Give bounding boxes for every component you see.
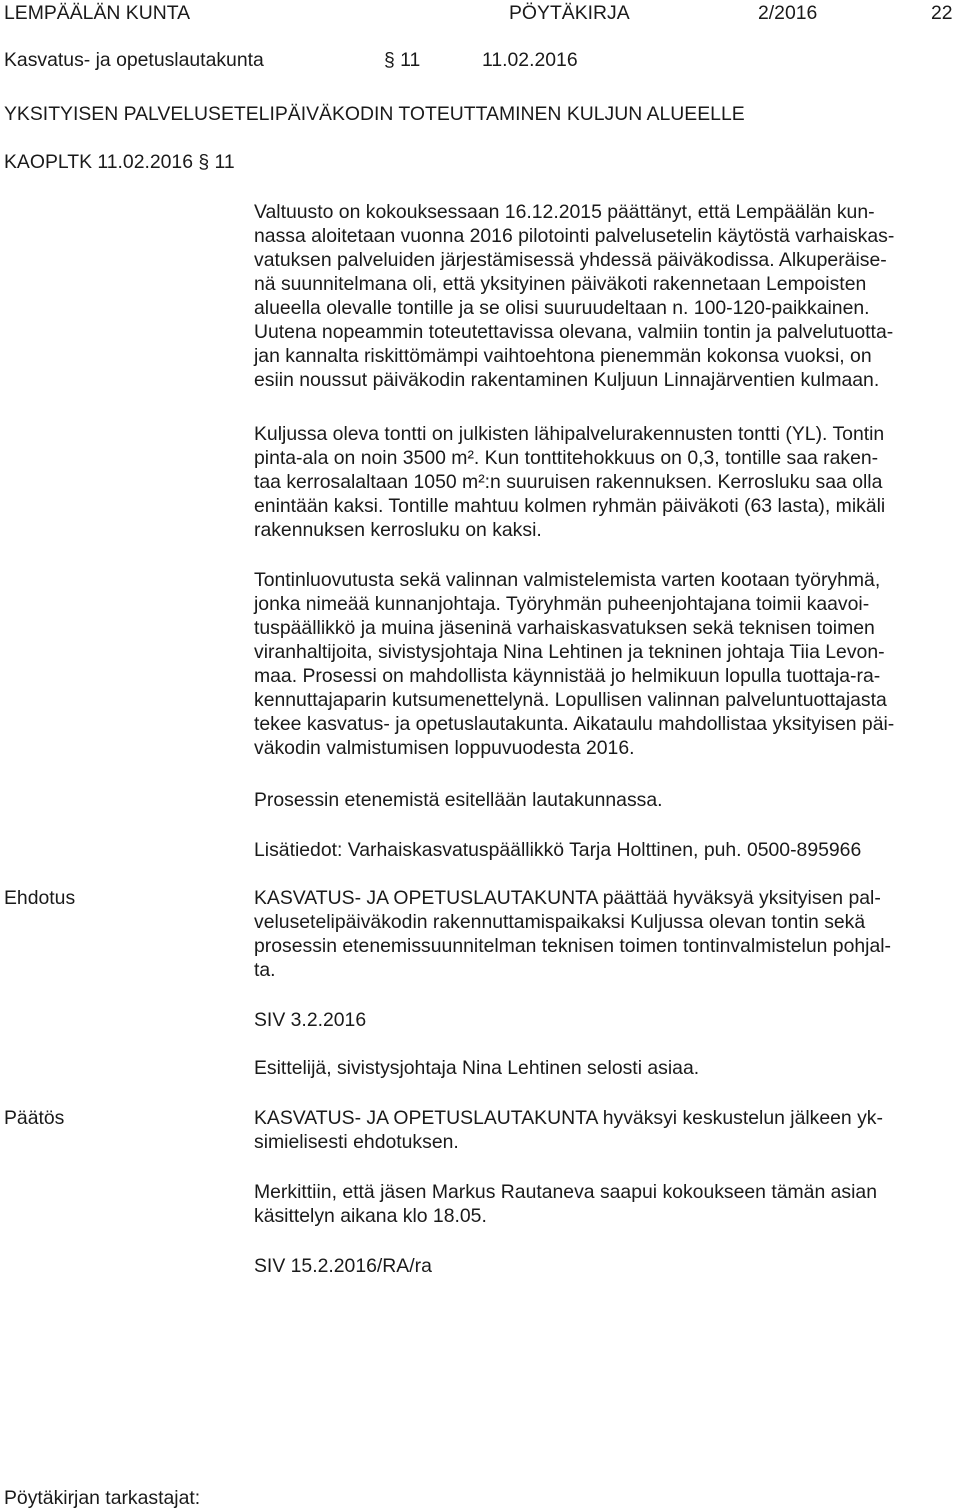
text-line: jonka nimeää kunnanjohtaja. Työryhmän puheenjohtajana toimii kaavoi- <box>254 593 870 615</box>
text-line: simielisesti ehdotuksen. <box>254 1131 459 1153</box>
text-line: Merkittiin, että jäsen Markus Rautaneva saapui kokoukseen tämän asian <box>254 1181 877 1203</box>
text-line: esiin noussut päiväkodin rakentaminen Kuljuun Linnajärventien kulmaan. <box>254 369 880 391</box>
section-number: § 11 <box>384 49 421 71</box>
text-line: rakennuksen kerrosluku on kaksi. <box>254 519 542 541</box>
meeting-date: 11.02.2016 <box>482 49 578 71</box>
text-line: taa kerrosalaltaan 1050 m²:n suuruisen rakennuksen. Kerrosluku saa olla <box>254 471 883 493</box>
paragraph-process: Prosessin etenemistä esitellään lautakunnassa. <box>254 789 663 811</box>
text-line: alueella olevalle tontille ja se olisi suuruudeltaan n. 100-120-paikkainen. <box>254 297 870 319</box>
text-line: velusetelipäiväkodin rakennuttamispaikaksi Kuljussa olevan tontin sekä <box>254 911 866 933</box>
text-line: prosessin etenemissuunnitelman teknisen toimen tontinvalmistelun pohjal- <box>254 935 892 957</box>
text-line: enintään kaksi. Tontille mahtuu kolmen ryhmän päiväkoti (63 lasta), mikäli <box>254 495 886 517</box>
text-line: Valtuusto on kokouksessaan 16.12.2015 päättänyt, että Lempäälän kun- <box>254 201 875 223</box>
proposal-signature: SIV 3.2.2016 <box>254 1009 367 1031</box>
text-line: pinta-ala on noin 3500 m². Kun tonttitehokkuus on 0,3, tontille saa raken- <box>254 447 879 469</box>
reference-line: KAOPLTK 11.02.2016 § 11 <box>4 151 235 173</box>
text-line: tuspäällikkö ja muina jäseninä varhaiskasvatuksen sekä teknisen toimen <box>254 617 875 639</box>
municipality-name: LEMPÄÄLÄN KUNTA <box>4 2 191 24</box>
document-type: PÖYTÄKIRJA <box>509 2 630 24</box>
text-line: maa. Prosessi on mahdollista käynnistää jo helmikuun lopulla tuottaja-ra- <box>254 665 881 687</box>
board-name: Kasvatus- ja opetuslautakunta <box>4 49 264 71</box>
proposal-label: Ehdotus <box>4 887 76 909</box>
text-line: väkodin valmistumisen loppuvuodesta 2016. <box>254 737 635 759</box>
reviewers-label: Pöytäkirjan tarkastajat: <box>4 1487 201 1509</box>
text-line: nä suunnitelmana oli, että yksityinen päiväkoti rakennetaan Lempoisten <box>254 273 867 295</box>
presenter-note: Esittelijä, sivistysjohtaja Nina Lehtinen selosti asiaa. <box>254 1057 700 1079</box>
text-line: Tontinluovutusta sekä valinnan valmistelemista varten kootaan työryhmä, <box>254 569 881 591</box>
text-line: Uutena nopeammin toteutettavissa olevana, valmiin tontin ja palvelutuotta- <box>254 321 894 343</box>
decision-label: Päätös <box>4 1107 65 1129</box>
paragraph-contact: Lisätiedot: Varhaiskasvatuspäällikkö Tarja Holttinen, puh. 0500-895966 <box>254 839 862 861</box>
page-title: YKSITYISEN PALVELUSETELIPÄIVÄKODIN TOTEUTTAMINEN KULJUN ALUEELLE <box>4 103 745 125</box>
text-line: Kuljussa oleva tontti on julkisten lähipalvelurakennusten tontti (YL). Tontin <box>254 423 885 445</box>
text-line: nassa aloitetaan vuonna 2016 pilotointi palvelusetelin käytöstä varhaiskas- <box>254 225 895 247</box>
document-number: 2/2016 <box>758 2 818 24</box>
decision-signature: SIV 15.2.2016/RA/ra <box>254 1255 432 1277</box>
text-line: käsittelyn aikana klo 18.05. <box>254 1205 487 1227</box>
text-line: kennuttajaparin kutsumenettelynä. Lopullisen valinnan palveluntuottajasta <box>254 689 887 711</box>
text-line: tekee kasvatus- ja opetuslautakunta. Aikataulu mahdollistaa yksityisen päi- <box>254 713 895 735</box>
text-line: KASVATUS- JA OPETUSLAUTAKUNTA päättää hyväksyä yksityisen pal- <box>254 887 881 909</box>
text-line: jan kannalta riskittömämpi vaihtoehtona pienemmän kokonsa vuoksi, on <box>254 345 872 367</box>
text-line: ta. <box>254 959 276 981</box>
text-line: KASVATUS- JA OPETUSLAUTAKUNTA hyväksyi keskustelun jälkeen yk- <box>254 1107 883 1129</box>
page-number: 22 <box>931 2 953 24</box>
text-line: vatuksen palveluiden järjestämisessä yhdessä päiväkodissa. Alkuperäise- <box>254 249 887 271</box>
text-line: viranhaltijoita, sivistysjohtaja Nina Lehtinen ja tekninen johtaja Tiia Levon- <box>254 641 885 663</box>
